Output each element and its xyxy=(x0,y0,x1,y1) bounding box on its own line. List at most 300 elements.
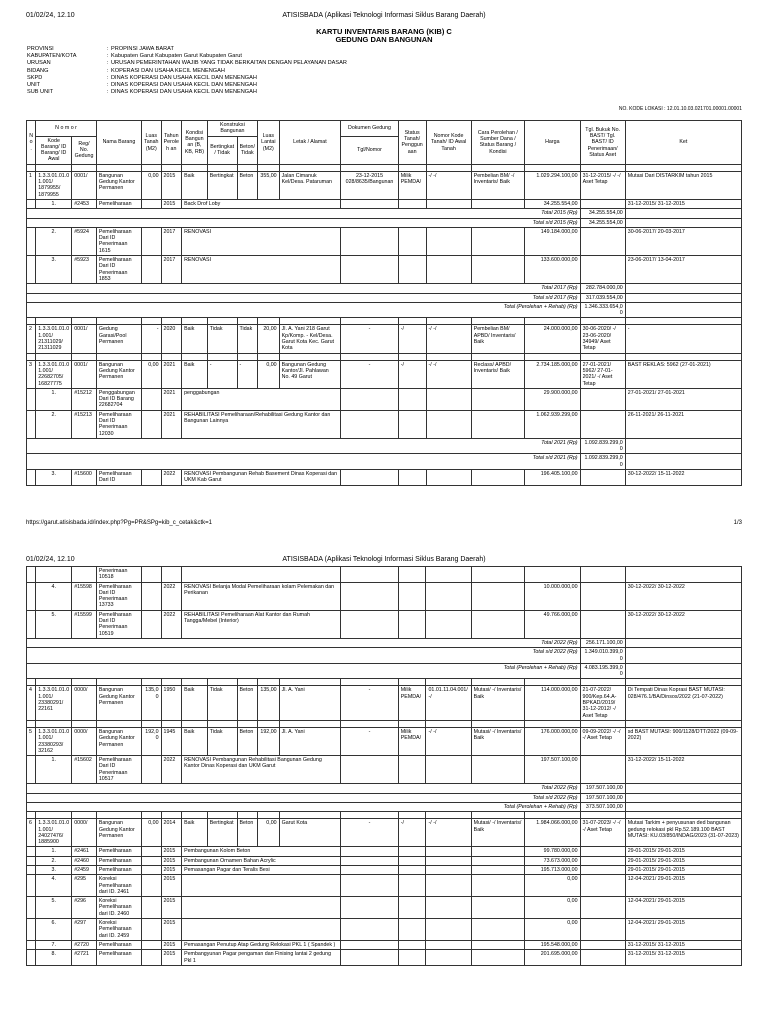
cell-kondisi: Baik xyxy=(182,686,208,720)
cell-no: 1. xyxy=(36,199,72,208)
cell-letak: Pembangyunan Pagar pengaman dan Finising lantai 2 gedung Pkl 1 xyxy=(182,950,341,966)
cell-blank xyxy=(142,919,162,941)
cell-reg: 0001/ xyxy=(72,325,97,353)
cell-tahun: 2017 xyxy=(161,256,182,284)
cell-blank xyxy=(142,847,162,856)
cell-harga: 49.766.000,00 xyxy=(525,610,580,638)
spacer-cell xyxy=(341,812,399,819)
spacer-row xyxy=(27,812,742,819)
meta-key: URUSAN xyxy=(27,60,51,67)
cell-letak xyxy=(182,567,341,583)
meta-value: DINAS KOPERASI DAN USAHA KECIL DAN MENENGAH xyxy=(111,74,257,81)
cell-reg: #5924 xyxy=(72,227,97,255)
cell-ket: 30-12-2022/ 15-11-2022 xyxy=(625,470,741,486)
cell-blank xyxy=(142,865,162,874)
cell-blank xyxy=(27,567,36,583)
total-row xyxy=(27,663,742,679)
cell-ket: 26-11-2021/ 26-11-2021 xyxy=(625,410,741,438)
cell-luas-lantai: 0,00 xyxy=(258,360,280,388)
cell-luas-lantai: 20,00 xyxy=(258,325,280,353)
cell-nomor-kode: -/ -/ xyxy=(426,360,471,388)
cell-blank xyxy=(426,919,471,941)
cell-blank xyxy=(471,919,524,941)
cell-tahun: 2021 xyxy=(161,388,182,410)
cell-nama: Bangunan Gedung Kantor Permanen xyxy=(96,686,141,720)
total-label: Total s/d 2015 (Rp) xyxy=(27,218,581,227)
cell-ket: 12-04-2021/ 29-01-2015 xyxy=(625,875,741,897)
cell-ket: 30-12-2022/ 30-12-2022 xyxy=(625,582,741,610)
cell-status: Milik PEMDA/ xyxy=(398,171,426,199)
spacer-cell xyxy=(182,812,208,819)
cell-harga: 34.255.554,00 xyxy=(525,199,580,208)
cell-cara: Mutasi/ -/ Inventaris/ Baik xyxy=(471,686,524,720)
cell-bertingkat: Tidak xyxy=(207,325,237,353)
cell-letak: Jl. A. Yani xyxy=(279,727,341,755)
spacer-cell xyxy=(96,679,141,686)
spacer-cell xyxy=(625,720,741,727)
spacer-cell xyxy=(471,812,524,819)
cell-blank xyxy=(580,950,625,966)
cell-blank xyxy=(471,940,524,949)
cell-status: Milik PEMDA/ xyxy=(398,686,426,720)
cell-no: 8. xyxy=(36,950,72,966)
print-date: 01/02/24, 12.10 xyxy=(26,12,75,19)
cell-nama: Pemeliharaan Dari ID Penerimaan 10519 xyxy=(96,610,141,638)
cell-tgl-buku: 31-12-2015/ -/ -/ Aset Tetap xyxy=(580,171,625,199)
cell-luas-lantai: 355,00 xyxy=(258,171,280,199)
spacer-cell xyxy=(237,812,258,819)
col-cara: Cara Perolehan / Sumber Dana / Status Barang / Kondisi xyxy=(471,121,524,165)
cell-beton: Beton xyxy=(237,727,258,755)
total-label: Total (Perolehan + Rehab) (Rp) xyxy=(27,802,581,811)
meta-key: UNIT xyxy=(27,82,41,89)
cell-harga: 24.000.000,00 xyxy=(525,325,580,353)
total-value: 1.092.839.299,00 xyxy=(580,438,625,454)
cell-blank xyxy=(142,856,162,865)
cell-blank xyxy=(27,919,36,941)
col-letak: Letak / Alamat xyxy=(279,121,341,165)
spacer-cell xyxy=(525,720,580,727)
col-tgl-nomor: Tgl/Nomor xyxy=(341,136,399,164)
cell-blank xyxy=(426,567,471,583)
meta-value: DINAS KOPERASI DAN USAHA KECIL DAN MENENGAH xyxy=(111,89,257,96)
spacer-cell xyxy=(36,812,72,819)
cell-nomor-kode: -/ -/ xyxy=(426,727,471,755)
cell-ket: sd BAST MUTASI: 900/1128/DTT/2022 (09-09-2022) xyxy=(625,727,741,755)
cell-reg: 0000/ xyxy=(72,819,97,847)
spacer-cell xyxy=(161,812,182,819)
cell-blank xyxy=(398,875,426,897)
cell-harga: 195.548.000,00 xyxy=(525,940,580,949)
cell-blank xyxy=(27,582,36,610)
cell-harga: 196.405.100,00 xyxy=(525,470,580,486)
cell-nama: Penggabungan Dari ID Barang 22682704 xyxy=(96,388,141,410)
cell-bertingkat: Bertingkat xyxy=(207,819,237,847)
spacer-cell xyxy=(207,812,237,819)
cell-ket: Mutasi Dari DISTARKIM tahun 2015 xyxy=(625,171,741,199)
cell-ket: 12-04-2021/ 29-01-2015 xyxy=(625,897,741,919)
cell-blank xyxy=(142,940,162,949)
total-label: Total s/d 2021 (Rp) xyxy=(27,454,581,470)
cell-tahun: 2021 xyxy=(161,410,182,438)
cell-reg: #15212 xyxy=(72,388,97,410)
cell-no: 1. xyxy=(36,388,72,410)
cell-blank xyxy=(580,919,625,941)
cell-tahun: 2022 xyxy=(161,470,182,486)
cell-blank xyxy=(142,582,162,610)
total-label: Total 2022 (Rp) xyxy=(27,638,581,647)
cell-blank xyxy=(580,610,625,638)
total-value: 1.349.010.399,00 xyxy=(580,648,625,664)
cell-blank xyxy=(398,856,426,865)
cell-blank xyxy=(27,897,36,919)
cell-tahun: 2015 xyxy=(161,199,182,208)
spacer-cell xyxy=(426,720,471,727)
cell-no: 3. xyxy=(36,470,72,486)
cell-blank xyxy=(398,582,426,610)
sub-row xyxy=(27,919,742,941)
cell-luas-tanah: 135,00 xyxy=(142,686,162,720)
cell-blank xyxy=(398,865,426,874)
spacer-cell xyxy=(341,720,399,727)
page-url[interactable]: https://garut.atisisbada.id/index.php?Pg=PR&SPg=kib_c_cetak&ctk=1 xyxy=(26,520,212,526)
spacer-cell xyxy=(258,812,280,819)
total-value: 4.083.195.399,00 xyxy=(580,663,625,679)
cell-blank xyxy=(471,582,524,610)
cell-letak: RENOVASI Pembangunan Rehabilitasi Bangunan Gedung Kantor Dinas Koperasi dan UKM Garut xyxy=(182,756,341,784)
cell-ket: Di Tempati Dinas Koprasi BAST MUTASI: 028/476.1/BA/Dinsos/2022 (21-07-2022) xyxy=(625,686,741,720)
cell-reg: #5923 xyxy=(72,256,97,284)
report-title: KARTU INVENTARIS BARANG (KIB) C xyxy=(316,27,452,36)
total-row xyxy=(27,638,742,647)
cell-cara: Reclass/ APBD/ Inventaris/ Baik xyxy=(471,360,524,388)
spacer-cell xyxy=(72,812,97,819)
total-value: 1.346.333.654,00 xyxy=(580,302,625,318)
cell-blank xyxy=(426,897,471,919)
cell-ket: 31-12-2022/ 15-11-2022 xyxy=(625,756,741,784)
cell-blank xyxy=(426,847,471,856)
spacer-cell xyxy=(27,679,36,686)
cell-tahun: 2015 xyxy=(161,940,182,949)
cell-status: -/ xyxy=(398,360,426,388)
cell-letak: RENOVASI xyxy=(182,227,341,255)
total-label: Total s/d 2022 (Rp) xyxy=(27,648,581,664)
col-luas-lantai: Luas Lantai (M2) xyxy=(258,121,280,165)
cell-ket: 31-12-2015/ 31-12-2015 xyxy=(625,940,741,949)
cell-tgl: - xyxy=(341,819,399,847)
col-ket: Ket xyxy=(625,121,741,165)
cell-tgl: - xyxy=(341,727,399,755)
cell-nama: Pemeliharaan xyxy=(96,940,141,949)
cell-blank xyxy=(341,610,399,638)
report-subtitle: GEDUNG DAN BANGUNAN xyxy=(335,35,433,44)
cell-kondisi: Baik xyxy=(182,171,208,199)
cell-reg: #2459 xyxy=(72,865,97,874)
spacer-cell xyxy=(426,679,471,686)
meta-key: BIDANG xyxy=(27,67,49,74)
spacer-cell xyxy=(525,679,580,686)
meta-value: URUSAN PEMERINTAHAN WAJIB YANG TIDAK BERKAITAN DENGAN PELAYANAN DASAR xyxy=(111,60,347,67)
cell-letak xyxy=(182,897,341,919)
cell-harga: 0,00 xyxy=(525,897,580,919)
cell-kode: 1.3.3.01.01.01.001/ 23380293/ 32162 xyxy=(36,727,72,755)
cell-blank xyxy=(398,756,426,784)
cell-kondisi: Baik xyxy=(182,819,208,847)
col-reg: Reg/ No. Gedung xyxy=(72,136,97,164)
cell-kode: 1.3.3.01.01.01.001/ 24027476/ 1885900 xyxy=(36,819,72,847)
page-number: 1/3 xyxy=(733,520,742,526)
spacer-cell xyxy=(525,812,580,819)
cell-no: 1. xyxy=(36,847,72,856)
cell-harga: 176.000.000,00 xyxy=(525,727,580,755)
cell-tahun: 2017 xyxy=(161,227,182,255)
spacer-cell xyxy=(279,679,341,686)
cell-no: 1 xyxy=(27,171,36,199)
cell-beton: Beton xyxy=(237,686,258,720)
cell-blank xyxy=(27,875,36,897)
cell-nama: Gedung Garasi/Pool Permanen xyxy=(96,325,141,353)
cell-tgl: 23-12-2015 028/8635/Bangunan xyxy=(341,171,399,199)
cell-blank xyxy=(142,610,162,638)
spacer-cell xyxy=(237,720,258,727)
cell-tahun: 2021 xyxy=(161,360,182,388)
cell-tahun: 2022 xyxy=(161,610,182,638)
cell-ket: 31-12-2015/ 31-12-2015 xyxy=(625,199,741,208)
cell-ket: 12-04-2021/ 29-01-2015 xyxy=(625,919,741,941)
cell-letak: Jl. A. Yani xyxy=(279,686,341,720)
cell-ket: Mutasi Tarkim + penyusunan ded bangunan gedung relokasi pkl Rp.52.189.100 BAST MUTASI: KU.03/850/INDAG/2023 (31-07-2023) xyxy=(625,819,741,847)
cell-tgl: - xyxy=(341,325,399,353)
total-blank xyxy=(625,663,741,679)
cell-ket: 29-01-2015/ 29-01-2015 xyxy=(625,847,741,856)
cell-reg: #15599 xyxy=(72,610,97,638)
cell-letak: Garut Kota xyxy=(279,819,341,847)
cell-blank xyxy=(471,875,524,897)
cell-kondisi: Baik xyxy=(182,727,208,755)
cell-nama: Bangunan Gedung Kantor Permanen xyxy=(96,171,141,199)
spacer-cell xyxy=(96,720,141,727)
cell-letak: penggabungan xyxy=(182,388,341,410)
cell-harga: 114.000.000,00 xyxy=(525,686,580,720)
cell-nama: Bangunan Gedung Kantor Permanen xyxy=(96,727,141,755)
cell-blank xyxy=(341,847,399,856)
cell-blank xyxy=(341,865,399,874)
cell-tahun: 2015 xyxy=(161,950,182,966)
col-status: Status Tanah/ Penggunaan xyxy=(398,121,426,165)
total-label: Total s/d 2022 (Rp) xyxy=(27,793,581,802)
spacer-cell xyxy=(398,812,426,819)
cell-no: 4 xyxy=(27,686,36,720)
cell-blank xyxy=(580,865,625,874)
print-date-page2: 01/02/24, 12.10 xyxy=(26,556,75,563)
cell-harga: 10.000.000,00 xyxy=(525,582,580,610)
cell-luas-lantai: 192,00 xyxy=(258,727,280,755)
cell-reg: 0001/ xyxy=(72,171,97,199)
cell-nama: Koreksi Pemeliharaan dari ID. 2461 xyxy=(96,875,141,897)
cell-letak: Pemasangan Penutup Atap Gedung Relokasi PKL 1 ( Spandek ) xyxy=(182,940,341,949)
cell-harga: 149.184.000,00 xyxy=(525,227,580,255)
cell-blank xyxy=(398,847,426,856)
cell-nama: Pemeliharaan xyxy=(96,950,141,966)
cell-reg: #296 xyxy=(72,897,97,919)
total-blank xyxy=(625,802,741,811)
total-label: Total 2015 (Rp) xyxy=(27,209,581,218)
cell-tgl-buku: 30-06-2020/ -/ 23-06-2020/ 34949/ Aset Tetap xyxy=(580,325,625,353)
cell-letak: Pembangunan Kolom Beton xyxy=(182,847,341,856)
cell-blank xyxy=(398,940,426,949)
cell-kondisi: Baik xyxy=(182,325,208,353)
cell-no: 3. xyxy=(36,865,72,874)
meta-value: PROPINSI JAWA BARAT xyxy=(111,46,174,52)
spacer-cell xyxy=(580,679,625,686)
cell-tahun: 2015 xyxy=(161,856,182,865)
cell-letak: RENOVASI xyxy=(182,256,341,284)
inventory-table-page2 xyxy=(26,566,742,966)
total-blank xyxy=(625,638,741,647)
cell-tahun: 2015 xyxy=(161,847,182,856)
cell-blank xyxy=(341,875,399,897)
cell-reg: #15213 xyxy=(72,410,97,438)
cell-nama: Bangunan Gedung Kantor Permanen xyxy=(96,819,141,847)
cell-no: 4. xyxy=(36,875,72,897)
cell-nama: Koreksi Pemeliharaan dari ID. 2460 xyxy=(96,897,141,919)
sub-row xyxy=(27,567,742,583)
cell-blank xyxy=(341,856,399,865)
total-label: Total 2022 (Rp) xyxy=(27,784,581,793)
meta-value: KOPERASI DAN USAHA KECIL MENENGAH xyxy=(111,67,225,74)
cell-blank xyxy=(580,897,625,919)
kode-lokasi: NO. KODE LOKASI : 12.01.10.03.021701.00001.00001 xyxy=(618,106,742,112)
cell-reg: 0000/ xyxy=(72,686,97,720)
cell-ket xyxy=(625,567,741,583)
col-tgl-buku: Tgl. Bukuk No. BAST/ Tgl. BAST/ ID Penerimaan/ Status Aset xyxy=(580,121,625,165)
meta-key: SUB UNIT xyxy=(27,89,54,96)
cell-no: 5. xyxy=(36,610,72,638)
col-nomor-kode: Nomor Kode Tanah/ ID Awal Tanah xyxy=(426,121,471,165)
spacer-cell xyxy=(398,679,426,686)
total-label: Total (Perolehan + Rehab) (Rp) xyxy=(27,302,581,318)
cell-beton: Beton xyxy=(237,171,258,199)
cell-no: 5 xyxy=(27,727,36,755)
total-blank xyxy=(625,648,741,664)
cell-cara: Pembelian BM/ -/ Inventaris/ Baik xyxy=(471,171,524,199)
cell-tgl: - xyxy=(341,686,399,720)
cell-blank xyxy=(426,756,471,784)
cell-blank xyxy=(398,610,426,638)
cell-letak xyxy=(182,919,341,941)
cell-harga: 0,00 xyxy=(525,919,580,941)
col-kondisi: Kondisi Bangunan (B, KB, RB) xyxy=(182,121,208,165)
cell-blank xyxy=(426,875,471,897)
spacer-row xyxy=(27,720,742,727)
cell-reg: 0000/ xyxy=(72,727,97,755)
total-row xyxy=(27,648,742,664)
meta-colon: : xyxy=(106,82,109,89)
cell-beton: Beton xyxy=(237,819,258,847)
sub-row xyxy=(27,940,742,949)
cell-luas-lantai: 135,00 xyxy=(258,686,280,720)
cell-blank xyxy=(142,897,162,919)
meta-colon: : xyxy=(106,89,109,96)
cell-nama: Pemeliharaan Dari ID Penerimaan 1853 xyxy=(96,256,141,284)
spacer-cell xyxy=(258,679,280,686)
cell-tahun: 2015 xyxy=(161,919,182,941)
cell-status: -/ xyxy=(398,819,426,847)
cell-tahun: 2015 xyxy=(161,865,182,874)
meta-colon: : xyxy=(106,74,109,81)
cell-blank xyxy=(471,865,524,874)
cell-blank xyxy=(27,856,36,865)
cell-letak: Jalan Cimanuk Kel/Desa. Pataruman xyxy=(279,171,341,199)
total-value: 34.255.554,00 xyxy=(580,209,625,218)
spacer-cell xyxy=(580,812,625,819)
cell-ket: 27-01-2021/ 27-01-2021 xyxy=(625,388,741,410)
cell-reg: #15600 xyxy=(72,470,97,486)
cell-tahun: 1950 xyxy=(161,686,182,720)
cell-blank xyxy=(142,950,162,966)
cell-reg: #2720 xyxy=(72,940,97,949)
cell-ket: 23-06-2017/ 13-04-2017 xyxy=(625,256,741,284)
cell-luas-tanah: 192,00 xyxy=(142,727,162,755)
meta-colon: : xyxy=(106,60,109,67)
cell-status: Milik PEMDA/ xyxy=(398,727,426,755)
cell-letak: REHABILITASI Pemeliharaan Alat Kantor dan Rumah Tangga/Mebel (Interior) xyxy=(182,610,341,638)
cell-blank xyxy=(341,567,399,583)
cell-luas-tanah: 0,00 xyxy=(142,171,162,199)
cell-no: 5. xyxy=(36,897,72,919)
cell-bertingkat: Tidak xyxy=(207,686,237,720)
total-label: Total 2021 (Rp) xyxy=(27,438,581,454)
cell-blank xyxy=(142,875,162,897)
cell-nama: Pemeliharaan Dari ID Penerimaan 13733 xyxy=(96,582,141,610)
spacer-cell xyxy=(27,720,36,727)
cell-blank xyxy=(426,865,471,874)
cell-blank xyxy=(426,610,471,638)
spacer-cell xyxy=(207,720,237,727)
cell-letak: RENOVASI Pembangunan Rehab Basement Dinas Koperasi dan UKM Kab Garut xyxy=(182,470,341,486)
cell-reg: #2721 xyxy=(72,950,97,966)
cell-no: 2. xyxy=(36,227,72,255)
spacer-cell xyxy=(142,720,162,727)
cell-bertingkat: Bertingkat xyxy=(207,171,237,199)
cell-blank xyxy=(27,940,36,949)
cell-nama: Pemeliharaan Dari ID Penerimaan 10517 xyxy=(96,756,141,784)
cell-blank xyxy=(27,610,36,638)
cell-blank xyxy=(341,897,399,919)
cell-beton: Tidak xyxy=(237,325,258,353)
cell-no: 2. xyxy=(36,856,72,865)
col-no: No. xyxy=(27,121,36,165)
spacer-cell xyxy=(207,679,237,686)
cell-blank xyxy=(580,940,625,949)
cell-no: 4. xyxy=(36,582,72,610)
spacer-cell xyxy=(72,720,97,727)
cell-tahun xyxy=(161,567,182,583)
cell-blank xyxy=(142,567,162,583)
total-label: Total 2017 (Rp) xyxy=(27,284,581,293)
meta-key: PROVINSI xyxy=(27,46,54,52)
meta-colon: : xyxy=(106,67,109,74)
total-row xyxy=(27,793,742,802)
spacer-cell xyxy=(279,812,341,819)
cell-blank xyxy=(27,950,36,966)
cell-blank xyxy=(471,897,524,919)
cell-harga: 73.673.000,00 xyxy=(525,856,580,865)
cell-letak: Back Drof Loby xyxy=(182,199,341,208)
cell-blank xyxy=(580,856,625,865)
meta-value: Kabupaten Garut Kabupaten Garut Kabupaten Garut xyxy=(111,53,242,60)
cell-blank xyxy=(426,950,471,966)
